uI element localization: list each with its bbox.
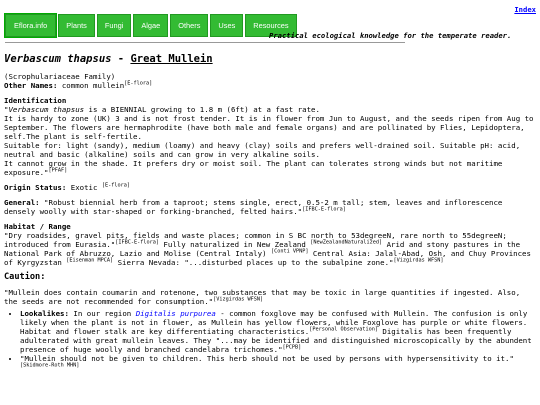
ref-eisenman: [Eisenman MPCA]	[66, 257, 114, 264]
caution-heading: Caution:	[4, 272, 46, 282]
title-separator: -	[111, 53, 131, 65]
nav-resources[interactable]: Resources	[245, 14, 296, 37]
family: (Scrophulariaceae Family)	[4, 72, 116, 81]
identification-text4: It cannot grow in the shade. It prefers dry or moist soil. The plant can tolerates strong winds but not maritime exposure."	[4, 159, 503, 177]
habitat-t3: Arid and stony pastures in the National Park of Abruzzo, Lazio and Molise (Central Intaly)	[4, 240, 521, 258]
lookalikes-t2: - common foxglove may be confused with Mullein. The confusion is only likely when the plant is not in flower, as Mullein has yellow flowers, while Foxglove has purple or white flowers. Habitat and flower stalk are key differentiating characteristics.	[20, 309, 528, 336]
title-latin: Verbascum thapsus	[4, 53, 112, 65]
nav-fungi[interactable]: Fungi	[97, 14, 132, 37]
general-label: General:	[4, 198, 40, 207]
ref-pcpb: [PCPB]	[282, 344, 302, 351]
list-item-lookalikes	[20, 309, 536, 354]
lookalikes-t1: In our region	[68, 309, 136, 318]
children-text: "Mullein should not be given to children. This herb should not be used by persons with hypersensitivity to it."	[20, 354, 514, 363]
ref-personal: [Personal Observation]	[309, 326, 378, 333]
nav-plants[interactable]: Plants	[58, 14, 95, 37]
ref-nz: [NewZealandNaturalized]	[310, 239, 383, 246]
ref-ifbc-general: [IFBC-E-flora]	[302, 206, 346, 213]
identification-line1	[4, 105, 536, 114]
identification-text1: is a BIENNIAL growing to 1.8 m (6ft) at a fast rate.	[84, 105, 320, 114]
ref-vizgirdas-caution: [Vizgirdas WFSN]	[213, 296, 264, 303]
quote-mark: "	[4, 105, 9, 114]
lookalikes-label: Lookalikes:	[20, 309, 69, 318]
header-divider	[5, 42, 405, 43]
caution-intro-text: "Mullein does contain coumarin and rotenone, two substances that may be toxic in large quantities if ingested. Also, the seeds are not recommended for consumption."	[4, 288, 521, 306]
list-item-children	[20, 354, 536, 372]
title-common-name: Great Mullein	[130, 53, 213, 65]
habitat-heading: Habitat / Range	[4, 222, 71, 231]
other-names-label: Other Names:	[4, 81, 58, 90]
ref-eflora-origin: [E-flora]	[101, 182, 131, 189]
habitat-t1: "Dry roadsides, gravel pits, fields and waste places; common in S BC north to 53degreeN, rare north to 55degreeN; introduced from Eurasia."	[4, 231, 507, 249]
other-names	[4, 81, 536, 90]
nav-algae[interactable]: Algae	[133, 14, 168, 37]
page-title	[4, 53, 536, 66]
ref-skidmore: [Skidmore-Roth MHN]	[20, 362, 80, 369]
main-content	[4, 53, 536, 372]
lookalikes-t3: Digitalis has been frequently adulterated with great mullein leaves. They "...may be identified and distinguished microscopically by the abundent presence of huge woolly and branched candelabra trichomes."	[20, 327, 532, 354]
origin-value: Exotic	[66, 183, 102, 192]
nav-others[interactable]: Others	[170, 14, 208, 37]
habitat-t5: Sierra Nevada: "...disturbed places up to the subalpine zone."	[113, 258, 394, 267]
other-names-value: common mullein	[57, 81, 125, 90]
top-nav	[5, 14, 297, 37]
habitat-t2: Fully naturalized in New Zealand	[158, 240, 311, 249]
general	[4, 198, 536, 216]
ref-pfaf: [PFAF]	[48, 167, 68, 174]
identification-line4	[4, 159, 536, 177]
identification-heading: Identification	[4, 96, 67, 105]
general-text: "Robust biennial herb from a taproot; stems single, erect, 0.5-2 m tall; stem, leaves and inflorescence densely woolly with star-shaped or forking-branched, felted hairs."	[4, 198, 503, 216]
index-link[interactable]: Index	[514, 5, 536, 14]
caution-intro	[4, 288, 536, 306]
origin-label: Origin Status:	[4, 183, 67, 192]
caution-list	[4, 309, 536, 372]
identification-line3: Suitable for: light (sandy), medium (loamy) and heavy (clay) soils and prefers well-drained soil. Suitable pH: acid, neutral and basic (alkaline) soils and can grow in very alkaline soils.	[4, 141, 521, 159]
site-tagline: Practical ecological knowledge for the temperate reader.	[269, 31, 512, 40]
digitalis-link[interactable]: Digitalis purpurea	[135, 309, 216, 318]
origin-status	[4, 183, 536, 192]
nav-uses[interactable]: Uses	[210, 14, 243, 37]
habitat-t4: Central Asia: Jalal-Abad, Osh, and Chuy Provinces of Kyrgyzstan	[4, 249, 531, 267]
identification-latin: Verbascum thapsus	[8, 105, 85, 114]
ref-conti: [Conti VPNP]	[270, 248, 309, 255]
habitat-text	[4, 231, 536, 267]
ref-ifbc-habitat: [IFBC-E-flora]	[115, 239, 159, 246]
ref-eflora: [E-flora]	[124, 80, 153, 87]
nav-eflora-home[interactable]: Eflora.info	[5, 14, 56, 37]
identification-line2: It is hardy to zone (UK) 3 and is not frost tender. It is in flower from Jun to August, and the seeds ripen from Aug to September. The flowers are hermaphrodite (have both male and female organs) and are pollinated by Flies, Lepidoptera, self.The plant is self-fertile.	[4, 114, 534, 141]
ref-vizgirdas-habitat: [Vizgirdas WFSN]	[393, 257, 444, 264]
